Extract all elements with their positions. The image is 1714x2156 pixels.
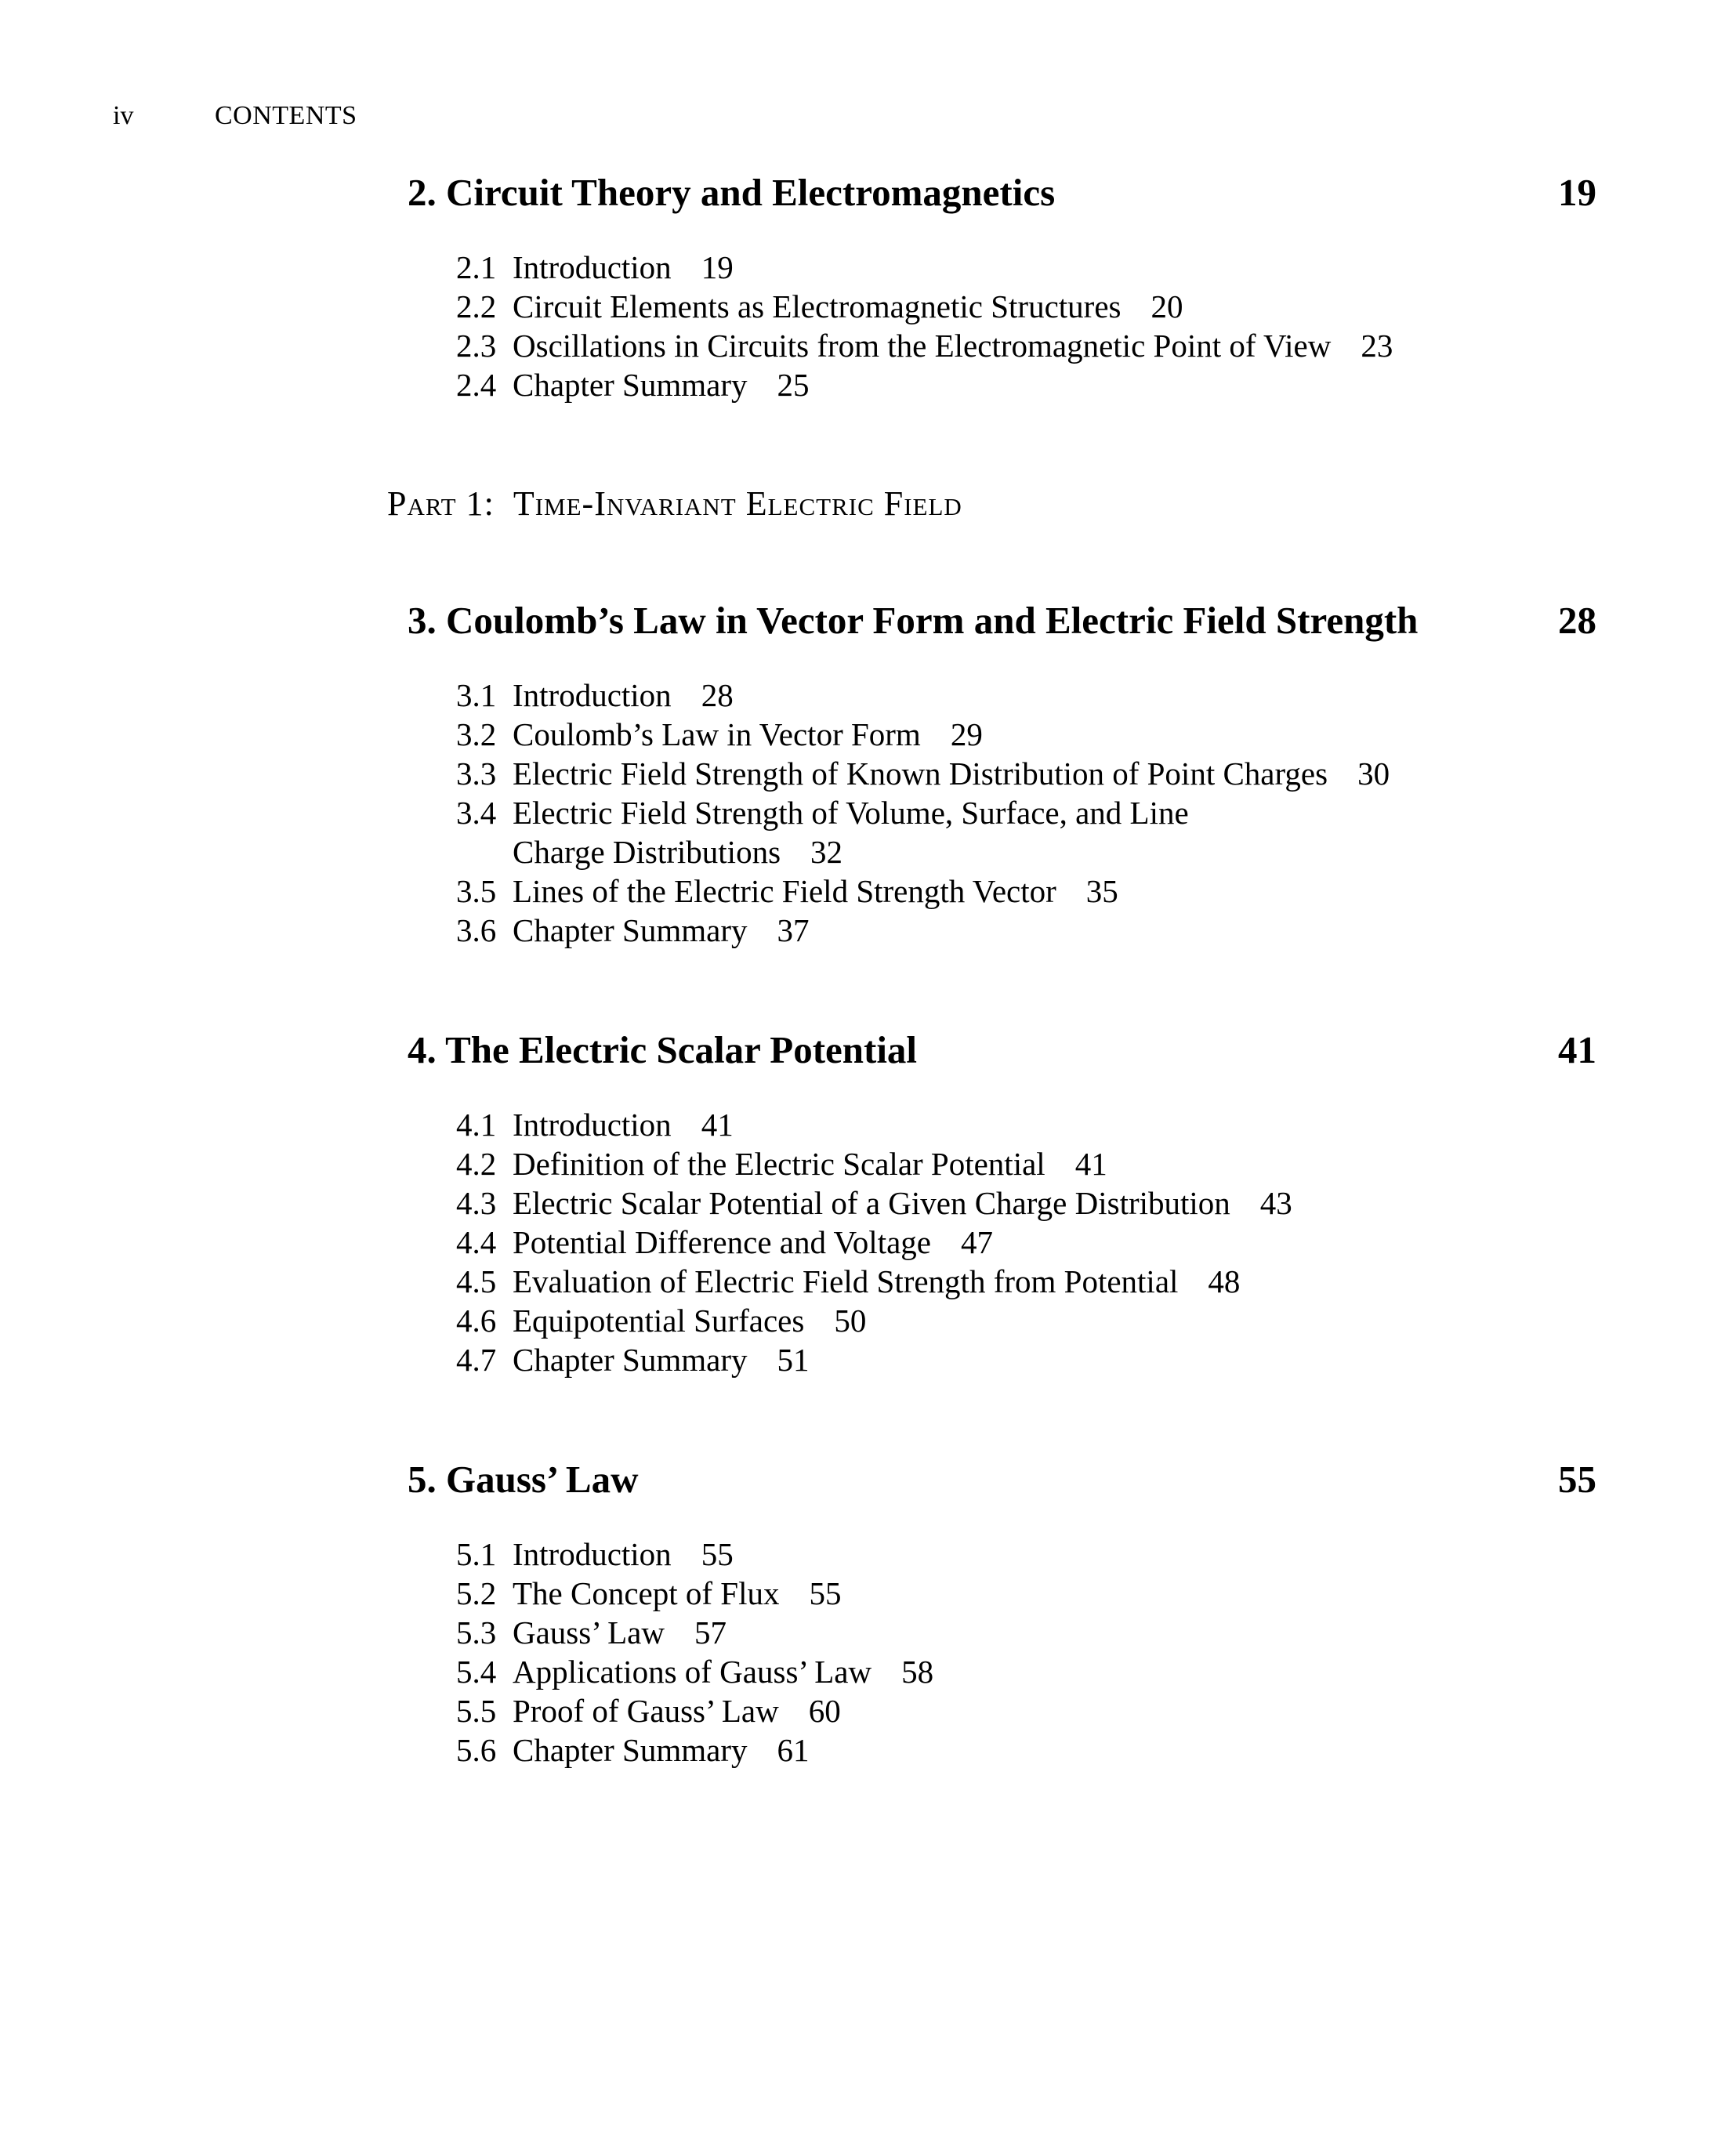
section-list — [456, 676, 1390, 950]
section-list — [456, 248, 1393, 404]
list-item[interactable]: 3.6 Chapter Summary 37 — [456, 912, 810, 948]
list-item[interactable]: 3.2 Coulomb’s Law in Vector Form 29 — [456, 716, 983, 752]
list-item[interactable]: 4.7 Chapter Summary 51 — [456, 1342, 810, 1378]
list-item[interactable]: 4.6 Equipotential Surfaces 50 — [456, 1303, 867, 1339]
list-item[interactable]: 4.2 Definition of the Electric Scalar Potential 41 — [456, 1146, 1107, 1182]
list-item[interactable]: 3.3 Electric Field Strength of Known Distribution of Point Charges 30 — [456, 756, 1390, 792]
section-list — [456, 1535, 933, 1770]
chapter-title[interactable]: 3. Coulomb’s Law in Vector Form and Electric Field Strength — [408, 599, 1419, 642]
list-item[interactable]: 5.1 Introduction 55 — [456, 1536, 734, 1572]
list-item[interactable]: 3.1 Introduction 28 — [456, 677, 734, 713]
list-item[interactable]: 3.5 Lines of the Electric Field Strength Vector 35 — [456, 873, 1118, 909]
chapter-title[interactable]: 5. Gauss’ Law — [408, 1458, 639, 1501]
chapter-page-number: 28 — [1558, 599, 1596, 642]
list-item[interactable]: 2.3 Oscillations in Circuits from the Electromagnetic Point of View 23 — [456, 328, 1393, 364]
running-header — [113, 100, 357, 132]
list-item[interactable]: 5.4 Applications of Gauss’ Law 58 — [456, 1654, 934, 1690]
list-item[interactable]: 5.6 Chapter Summary 61 — [456, 1732, 810, 1768]
part-heading: Part 1: Time-Invariant Electric Field — [387, 484, 962, 523]
list-item[interactable]: 4.4 Potential Difference and Voltage 47 — [456, 1224, 993, 1260]
chapter-title[interactable]: 2. Circuit Theory and Electromagnetics — [408, 171, 1056, 214]
list-item[interactable]: 5.5 Proof of Gauss’ Law 60 — [456, 1693, 841, 1729]
chapter-title[interactable]: 4. The Electric Scalar Potential — [408, 1028, 918, 1071]
list-item[interactable]: 2.1 Introduction 19 — [456, 249, 734, 285]
list-item-continuation[interactable]: Charge Distributions 32 — [513, 834, 843, 870]
list-item[interactable]: 5.2 The Concept of Flux 55 — [456, 1575, 842, 1611]
list-item[interactable]: 4.3 Electric Scalar Potential of a Given Charge Distribution 43 — [456, 1185, 1292, 1221]
section-list — [456, 1105, 1292, 1379]
chapter-page-number: 41 — [1558, 1028, 1596, 1071]
list-item[interactable]: 4.1 Introduction 41 — [456, 1107, 734, 1143]
list-item[interactable]: 2.4 Chapter Summary 25 — [456, 367, 810, 403]
list-item[interactable]: 3.4 Electric Field Strength of Volume, Surface, and Line — [456, 795, 1189, 831]
chapter-page-number: 55 — [1558, 1458, 1596, 1501]
list-item[interactable]: 5.3 Gauss’ Law 57 — [456, 1614, 727, 1651]
list-item[interactable]: 4.5 Evaluation of Electric Field Strength from Potential 48 — [456, 1263, 1241, 1299]
chapter-page-number: 19 — [1558, 171, 1596, 214]
page-folio: iv — [113, 101, 134, 130]
list-item[interactable]: 2.2 Circuit Elements as Electromagnetic Structures 20 — [456, 288, 1183, 324]
running-title: CONTENTS — [215, 101, 357, 130]
